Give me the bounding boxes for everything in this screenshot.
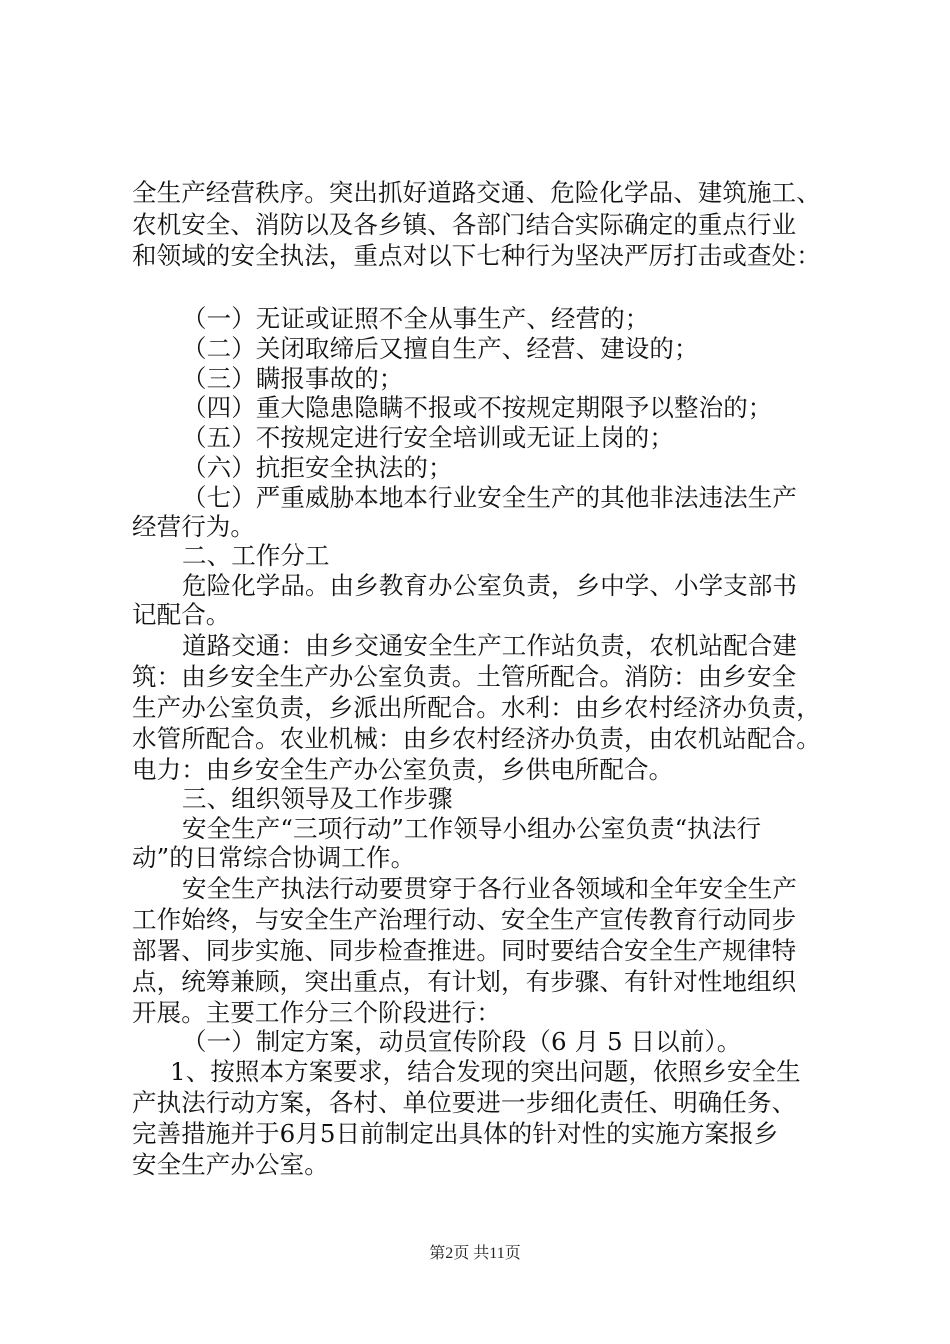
text-line: 筑：由乡安全生产办公室负责。土管所配合。消防：由乡安全 — [132, 662, 797, 691]
list-item: （一）无证或证照不全从事生产、经营的； — [182, 304, 650, 333]
text-line: 经营行为。 — [132, 512, 255, 541]
text-line: 开展。主要工作分三个阶段进行： — [132, 998, 501, 1027]
list-item: （五）不按规定进行安全培训或无证上岗的； — [182, 423, 674, 452]
section-heading: 三、组织领导及工作步骤 — [182, 784, 453, 813]
page-number-footer: 第2页 共11页 — [429, 1245, 521, 1262]
text-line: 安全生产办公室。 — [132, 1150, 329, 1179]
text-line: 1、按照本方案要求，结合发现的突出问题，依照乡安全生 — [170, 1057, 801, 1086]
list-item: （四）重大隐患隐瞒不报或不按规定期限予以整治的； — [182, 393, 773, 422]
text-line: 安全生产执法行动要贯穿于各行业各领域和全年安全生产 — [182, 874, 797, 903]
text-line: 动”的日常综合协调工作。 — [132, 843, 416, 872]
text-line: 危险化学品。由乡教育办公室负责，乡中学、小学支部书 — [182, 571, 797, 600]
list-item: （六）抗拒安全执法的； — [182, 453, 453, 482]
text-line: 和领域的安全执法，重点对以下七种行为坚决严厉打击或查处： — [132, 241, 821, 270]
text-line: 点，统筹兼顾，突出重点，有计划，有步骤、有针对性地组织 — [132, 967, 797, 996]
text-line: 工作始终，与安全生产治理行动、安全生产宣传教育行动同步 — [132, 905, 797, 934]
section-heading: 二、工作分工 — [182, 541, 330, 570]
text-line: 安全生产“三项行动”工作领导小组办公室负责“执法行 — [182, 814, 762, 843]
list-item: （三）瞒报事故的； — [182, 364, 404, 393]
list-item: （七）严重威胁本地本行业安全生产的其他非法违法生产 — [182, 483, 797, 512]
text-line: 记配合。 — [132, 600, 231, 629]
text-line: 产执法行动方案，各村、单位要进一步细化责任、明确任务、 — [132, 1088, 797, 1117]
text-line: 部署、同步实施、同步检查推进。同时要结合安全生产规律特 — [132, 936, 797, 965]
text-line: 生产办公室负责，乡派出所配合。水利：由乡农村经济办负责， — [132, 693, 821, 722]
text-line: 全生产经营秩序。突出抓好道路交通、危险化学品、建筑施工、 — [132, 178, 821, 207]
text-line: 农机安全、消防以及各乡镇、各部门结合实际确定的重点行业 — [132, 210, 797, 239]
text-line: 水管所配合。农业机械：由乡农村经济办负责，由农机站配合。 — [132, 724, 821, 753]
list-item: （二）关闭取缔后又擅自生产、经营、建设的； — [182, 334, 699, 363]
text-line: 完善措施并于6月5日前制定出具体的针对性的实施方案报乡 — [132, 1119, 779, 1148]
text-line: 道路交通：由乡交通安全生产工作站负责，农机站配合建 — [182, 631, 797, 660]
text-line: 电力：由乡安全生产办公室负责，乡供电所配合。 — [132, 755, 674, 784]
subsection-heading: （一）制定方案，动员宣传阶段（6 月 5 日以前）。 — [182, 1027, 742, 1056]
